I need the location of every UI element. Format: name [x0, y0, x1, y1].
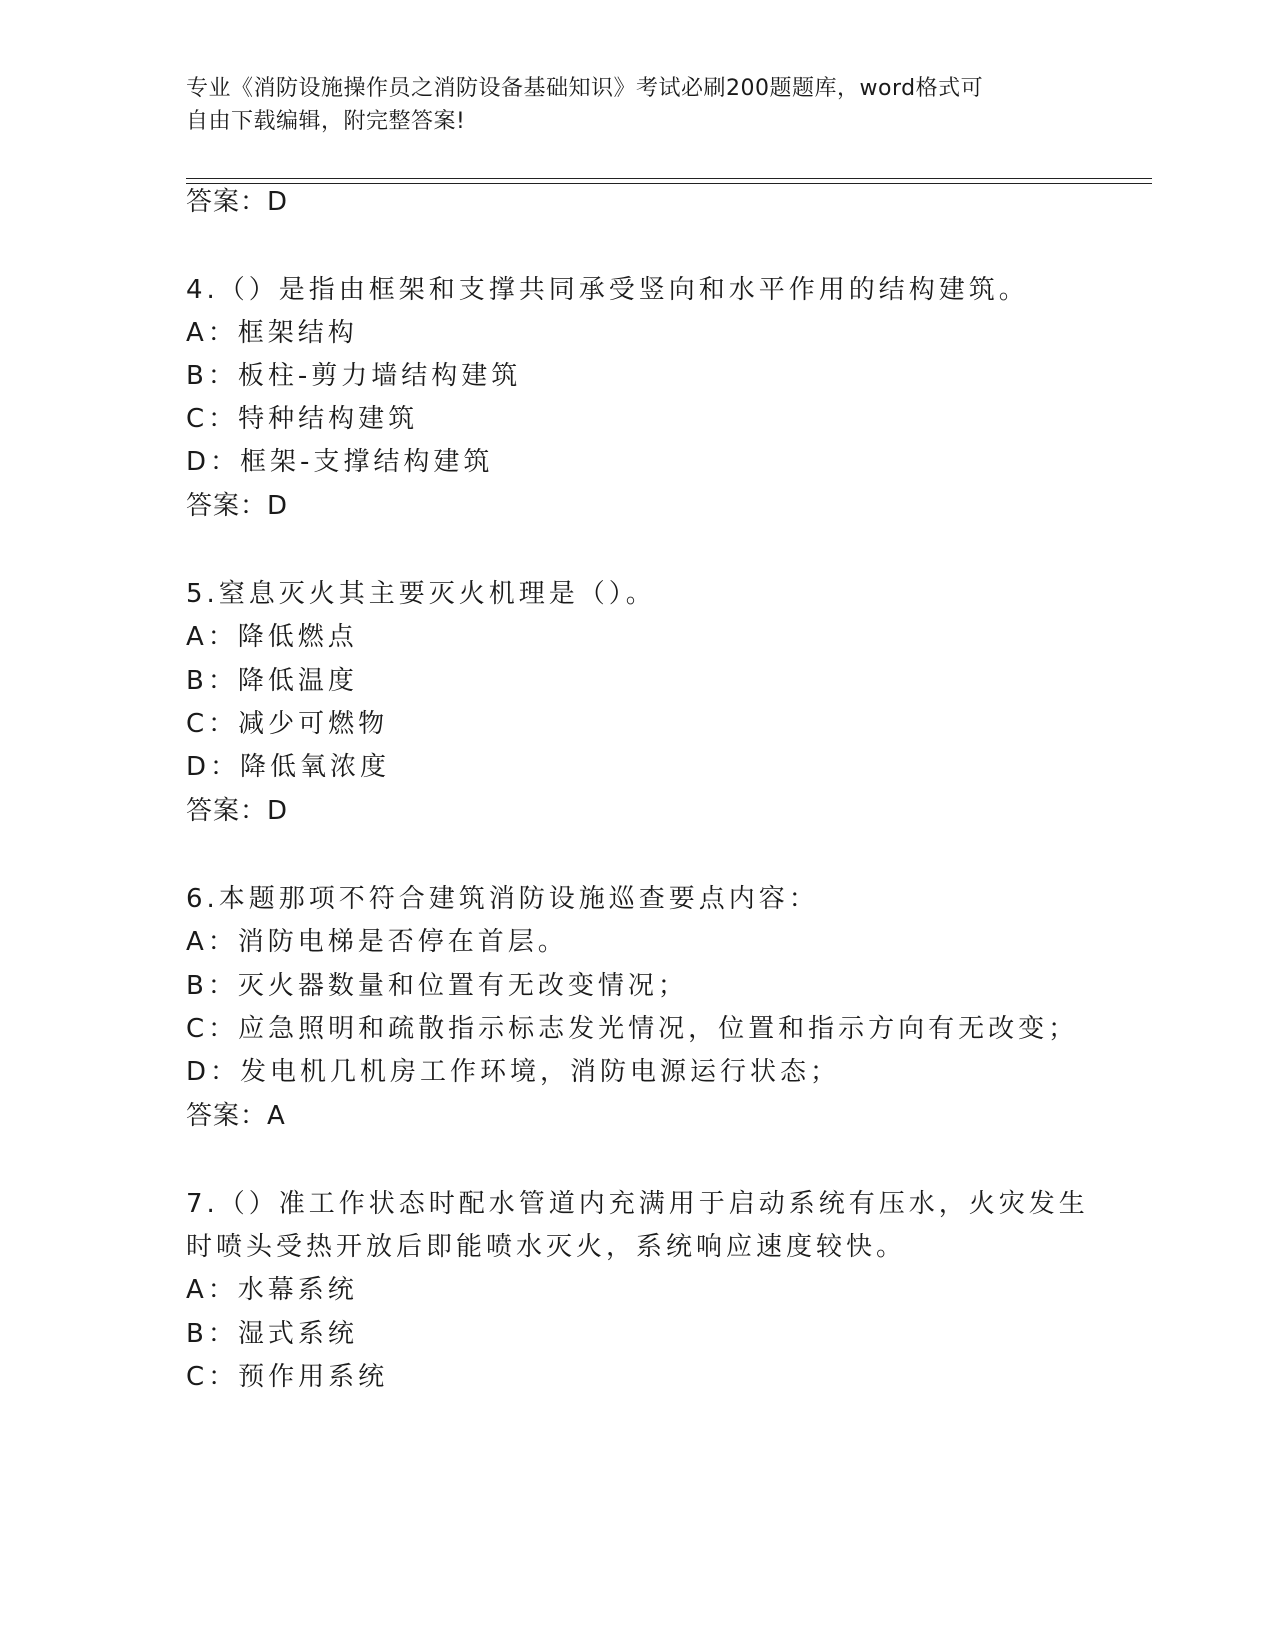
- question-4-option-c: C：特种结构建筑: [186, 404, 419, 434]
- question-6-option-d: D：发电机几机房工作环境，消防电源运行状态；: [186, 1057, 841, 1087]
- header-line-2: 自由下载编辑，附完整答案!: [186, 109, 466, 134]
- question-4-option-d: D：框架-支撑结构建筑: [186, 447, 494, 477]
- question-5-stem: 5.窒息灭火其主要灭火机理是（）。: [186, 579, 656, 609]
- header-rule-bottom: [186, 183, 1152, 184]
- question-6-answer: 答案：A: [186, 1101, 286, 1131]
- question-4-answer: 答案：D: [186, 491, 289, 521]
- question-7-option-b: B：湿式系统: [186, 1319, 358, 1349]
- question-4-option-b: B：板柱-剪力墙结构建筑: [186, 361, 522, 391]
- header-line-1: 专业《消防设施操作员之消防设备基础知识》考试必刷200题题库，word格式可: [186, 76, 984, 101]
- question-6-option-a: A：消防电梯是否停在首层。: [186, 927, 568, 957]
- question-5-option-a: A：降低燃点: [186, 622, 358, 652]
- question-7-stem-line-2: 时喷头受热开放后即能喷水灭火，系统响应速度较快。: [186, 1232, 907, 1262]
- question-4-stem: 4.（）是指由框架和支撑共同承受竖向和水平作用的结构建筑。: [186, 275, 1029, 305]
- question-4-option-a: A：框架结构: [186, 318, 358, 348]
- question-6-stem: 6.本题那项不符合建筑消防设施巡查要点内容：: [186, 884, 819, 914]
- document-header: [186, 72, 1056, 138]
- question-7-stem-line-1: 7.（）准工作状态时配水管道内充满用于启动系统有压水，火灾发生: [186, 1189, 1089, 1219]
- question-7-option-a: A：水幕系统: [186, 1275, 358, 1305]
- question-7-option-c: C：预作用系统: [186, 1362, 389, 1392]
- answer-prev: 答案：D: [186, 187, 289, 217]
- question-6-option-b: B：灭火器数量和位置有无改变情况；: [186, 971, 688, 1001]
- header-rule-top: [186, 178, 1152, 179]
- question-5-option-d: D：降低氧浓度: [186, 752, 391, 782]
- question-5-answer: 答案：D: [186, 796, 289, 826]
- question-5-option-b: B：降低温度: [186, 666, 358, 696]
- question-6-option-c: C：应急照明和疏散指示标志发光情况，位置和指示方向有无改变；: [186, 1014, 1079, 1044]
- question-5-option-c: C：减少可燃物: [186, 709, 389, 739]
